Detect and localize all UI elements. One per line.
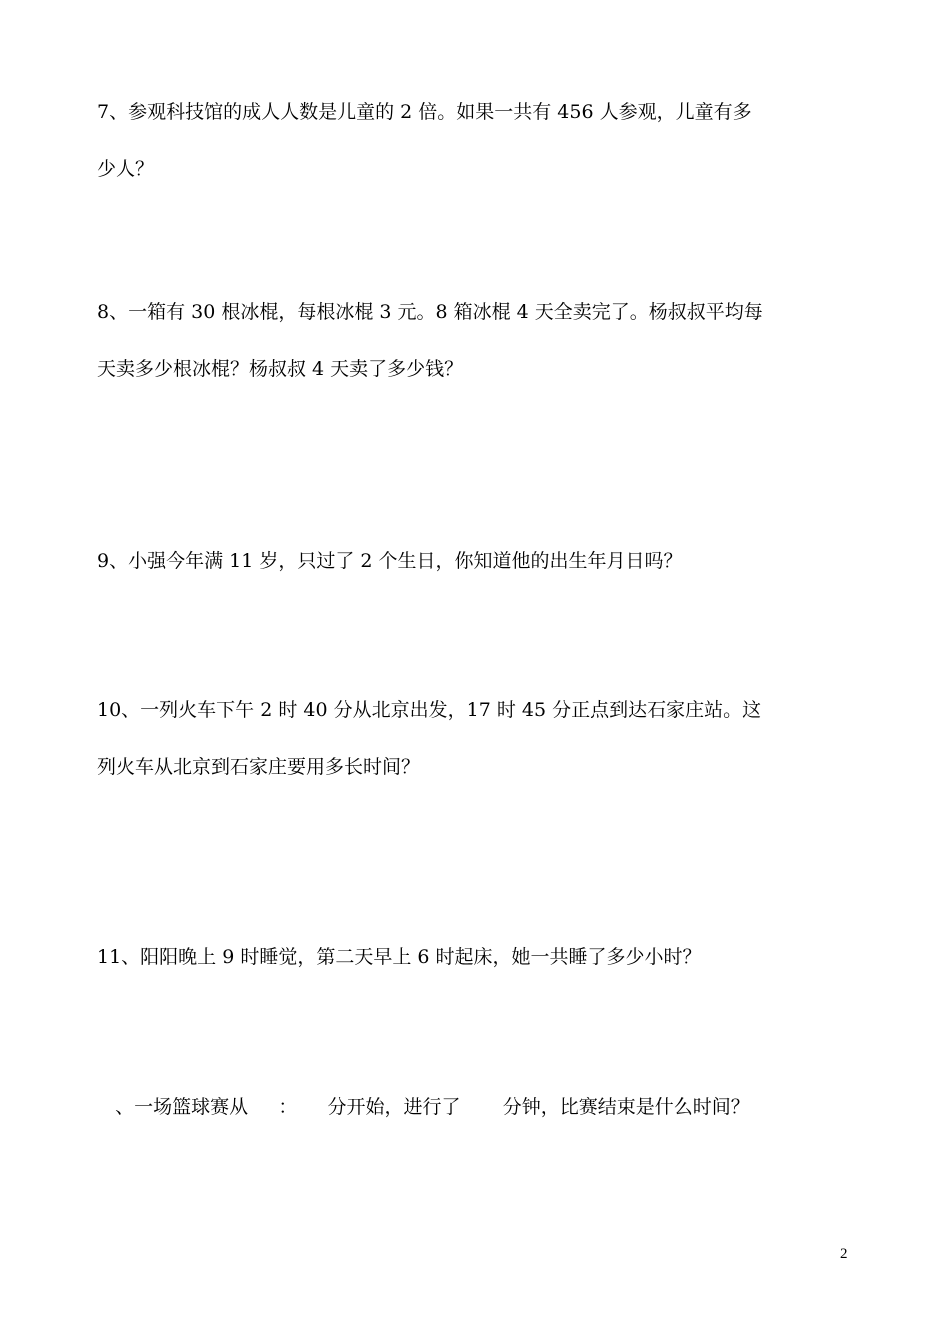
question-8-line-2: 天卖多少根冰棍？杨叔叔 4 天卖了多少钱？	[97, 358, 464, 380]
question-12	[97, 1098, 857, 1117]
question-10-line-1: 10、一列火车下午 2 时 40 分从北京出发，17 时 45 分正点到达石家庄站。这	[97, 699, 762, 721]
question-7-line-2: 少人？	[97, 158, 155, 180]
question-10-line-2: 列火车从北京到石家庄要用多长时间？	[97, 756, 421, 778]
question-11	[97, 948, 857, 967]
page-number: 2	[840, 1246, 848, 1262]
question-8	[97, 303, 857, 379]
question-8-line-1: 8、一箱有 30 根冰棍，每根冰棍 3 元。8 箱冰棍 4 天全卖完了。杨叔叔平均每	[97, 301, 763, 323]
question-12-line-1: 、一场篮球赛从 ： 分开始，进行了 分钟，比赛结束是什么时间？	[97, 1096, 750, 1118]
question-10	[97, 701, 857, 777]
question-9	[97, 552, 857, 571]
question-9-line-1: 9、小强今年满 11 岁，只过了 2 个生日，你知道他的出生年月日吗？	[97, 550, 683, 572]
question-11-line-1: 11、阳阳晚上 9 时睡觉，第二天早上 6 时起床，她一共睡了多少小时？	[97, 946, 702, 968]
question-7	[97, 103, 857, 179]
question-7-line-1: 7、参观科技馆的成人人数是儿童的 2 倍。如果一共有 456 人参观，儿童有多	[97, 101, 752, 123]
